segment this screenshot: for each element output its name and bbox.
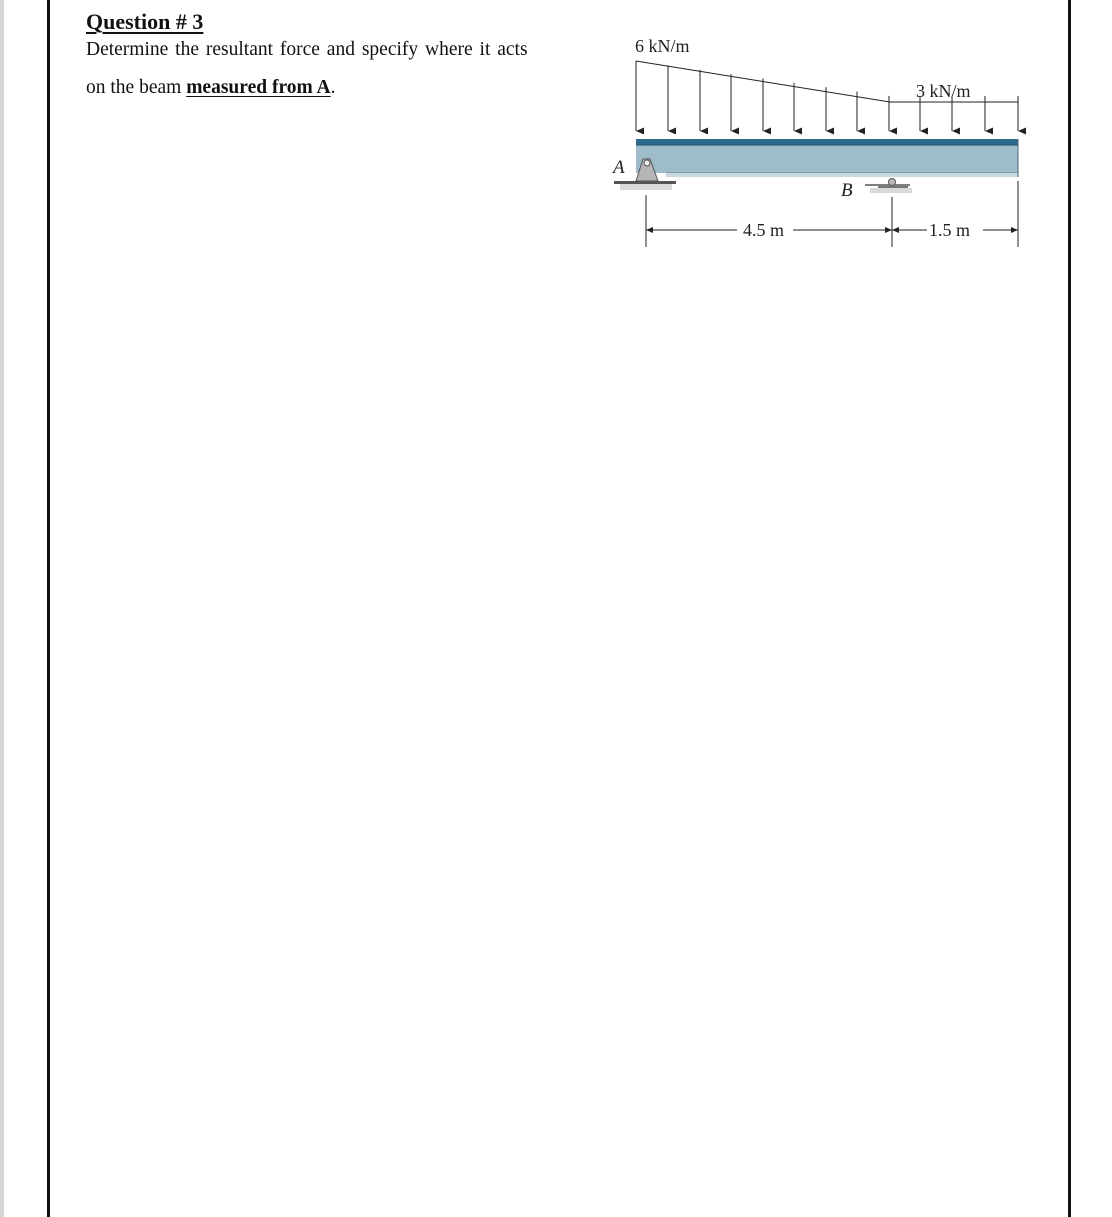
question-title: Question # 3 [86,9,204,34]
dimension-overhang-label: 1.5 m [929,220,971,240]
page-border-right [1068,0,1071,1217]
load-right-label: 3 kN/m [916,81,971,101]
dimension-ab-label: 4.5 m [743,220,785,240]
window-edge [0,0,4,1217]
question-text-line2 [86,76,336,100]
support-b-label: B [841,180,853,201]
question-text-line1: Determine the resultant force and specify where it acts [86,39,528,60]
support-b [865,179,912,194]
load-left-label: 6 kN/m [635,36,690,56]
beam-bottom-flange [666,173,1018,177]
question-emphasis: measured from A [186,77,331,98]
beam [636,139,1018,177]
question-text-prefix: on the beam [86,77,187,98]
beam-top-flange [636,139,1018,145]
beam-web [636,145,1018,173]
question-text-suffix: . [330,77,336,98]
page-border-left [47,0,50,1217]
beam-figure [600,25,1040,255]
support-a-label: A [613,157,625,178]
